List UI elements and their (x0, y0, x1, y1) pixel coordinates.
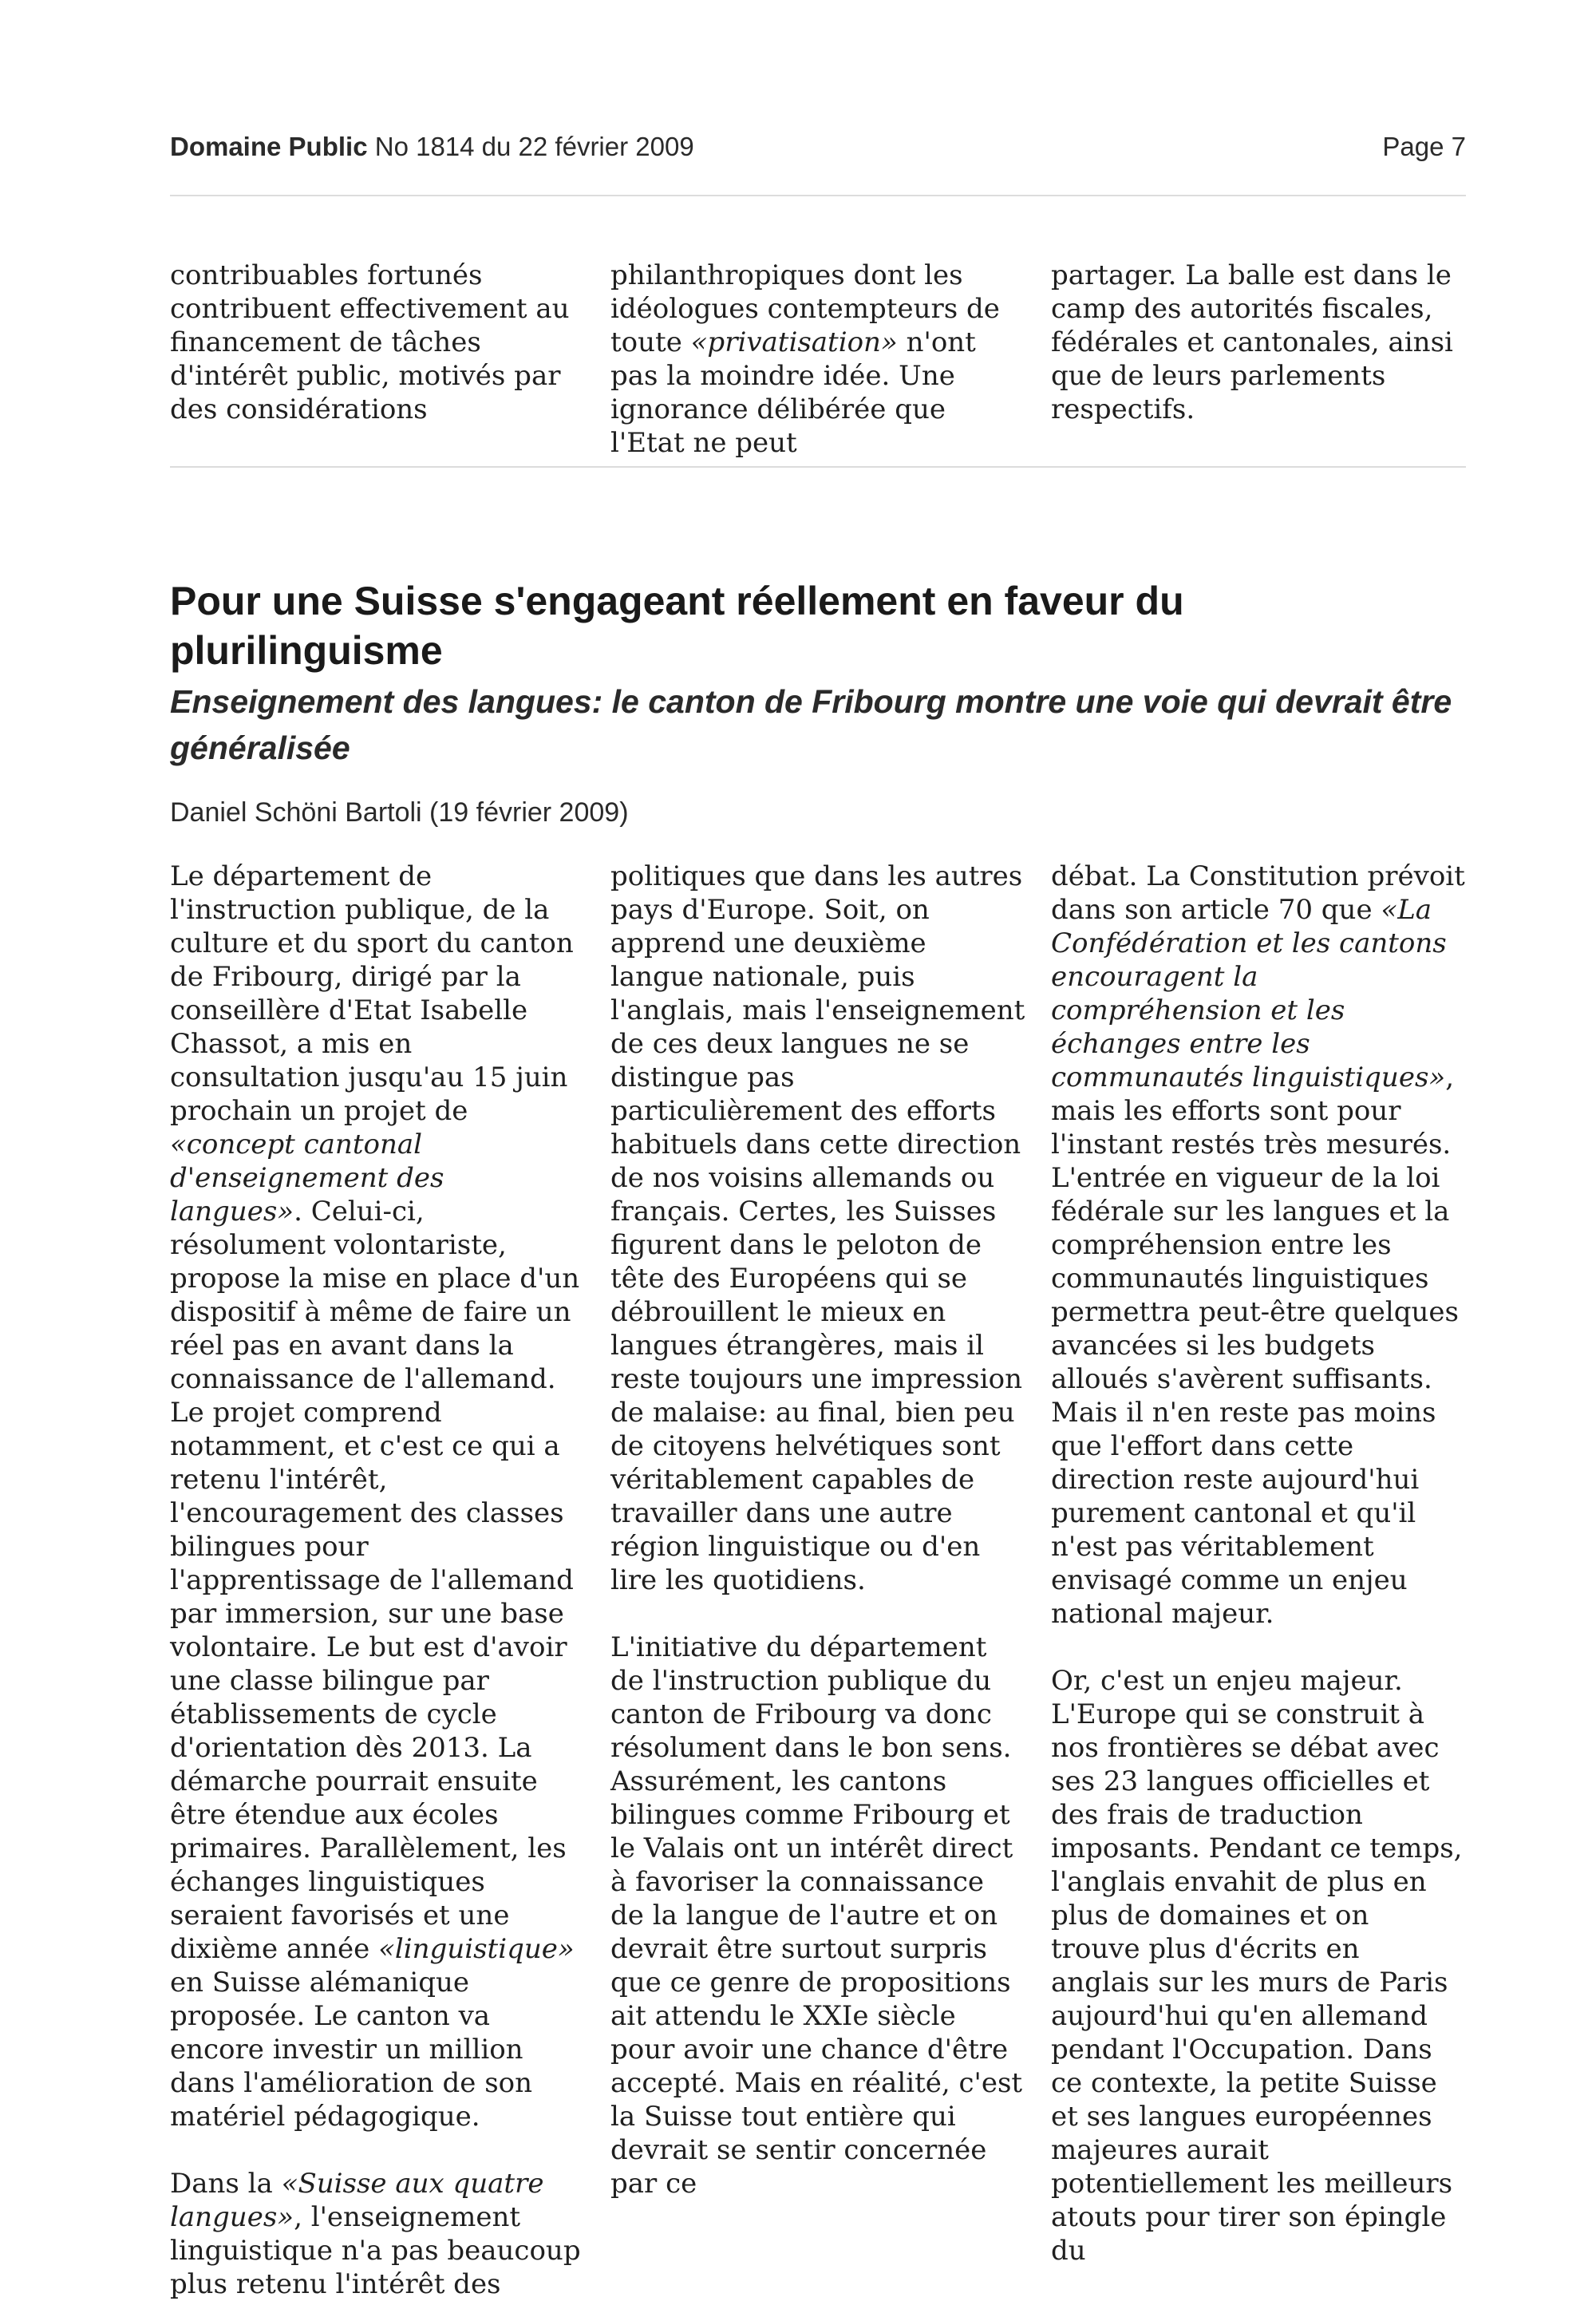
col3-p1-quote: «La Confédération et les cantons encouragent la compréhension et les échanges entre les communautés linguistiques» (1051, 894, 1447, 1093)
col1-p2-text-b: , l'enseignement linguistique n'a pas beaucoup plus retenu l'intérêt des (170, 2201, 581, 2300)
col3-p1-text-b: , mais les efforts sont pour l'instant restés très mesurés. L'entrée en vigueur de la loi fédérale sur les langues et la compréhension entre les communautés linguistiques permettra peut-être quelques avancées si les budgets alloués s'avèrent suffisants. Mais il n'en reste pas moins que l'effort dans cette direction reste aujourd'hui purement cantonal et qu'il n'est pas véritablement envisagé comme un enjeu national majeur. (1051, 1062, 1459, 1630)
col3-paragraph-2: Or, c'est un enjeu majeur. L'Europe qui se construit à nos frontières se débat avec ses 23 langues officielles et des frais de traduction imposants. Pendant ce temps, l'anglais envahit de plus en plus de domaines et on trouve plus d'écrits en anglais sur les murs de Paris aujourd'hui qu'en allemand pendant l'Occupation. Dans ce contexte, la petite Suisse et ses langues européennes majeures aurait potentiellement les meilleurs atouts pour tirer son épingle du (1051, 1665, 1463, 2267)
col2-paragraph-2: L'initiative du département de l'instruction publique du canton de Fribourg va donc résolument dans le bon sens. Assurément, les cantons bilingues comme Fribourg et le Valais ont un intérêt direct à favoriser la connaissance de la langue de l'autre et on devrait être surtout surpris que ce genre de propositions ait attendu le XXIe siècle pour avoir une chance d'être accepté. Mais en réalité, c'est la Suisse tout entière qui devrait se sentir concernée par ce (610, 1631, 1023, 2200)
prev-col2-text-a: philanthropiques dont les idéologues contempteurs de toute (610, 259, 1000, 358)
prev-col2-quote: «privatisation» (690, 326, 898, 358)
publication-name: Domaine Public (170, 132, 368, 161)
article-byline: Daniel Schöni Bartoli (19 février 2009) (170, 797, 629, 828)
prev-column-1 (170, 259, 585, 460)
col1-p1-text-c: en Suisse alémanique proposée. Le canton va encore investir un million dans l'amélioration de son matériel pédagogique. (170, 1967, 533, 2133)
header-divider (170, 195, 1466, 196)
col3-paragraph-1 (1051, 860, 1466, 1631)
article-body (170, 860, 1466, 2301)
col1-paragraph-2 (170, 2167, 585, 2301)
page-number: Page 7 (1382, 132, 1466, 161)
prev-column-2 (610, 259, 1025, 460)
article-divider (170, 466, 1466, 468)
prev-col1-text: contribuables fortunés contribuent effectivement au financement de tâches d'intérêt public, motivés par des considérations (170, 259, 570, 425)
previous-article-continuation (170, 259, 1466, 460)
col1-p2-text-a: Dans la (170, 2168, 282, 2200)
prev-col3-text: partager. La balle est dans le camp des autorités fiscales, fédérales et cantonales, ainsi que de leurs parlements respectifs. (1051, 259, 1453, 425)
article-title: Pour une Suisse s'engageant réellement en faveur du plurilinguisme (170, 579, 1184, 673)
col1-p1-quote-2: «linguistique» (378, 1933, 575, 1965)
prev-column-3 (1051, 259, 1466, 460)
col1-p1-quote-1: «concept cantonal d'enseignement des langues» (170, 1129, 444, 1228)
issue-info: No 1814 du 22 février 2009 (374, 132, 694, 161)
col1-paragraph-1 (170, 860, 585, 2133)
article-column-2 (610, 860, 1025, 2301)
prev-col2-paragraph (610, 259, 1025, 460)
col3-p1-text-a: débat. La Constitution prévoit dans son article 70 que (1051, 860, 1465, 926)
article-column-1 (170, 860, 585, 2301)
page-header (170, 132, 1466, 167)
article-subtitle: Enseignement des langues: le canton de Fribourg montre une voie qui devrait être généralisée (170, 683, 1452, 766)
col2-paragraph-1: politiques que dans les autres pays d'Europe. Soit, on apprend une deuxième langue nationale, puis l'anglais, mais l'enseignement de ces deux langues ne se distingue pas particulièrement des efforts habituels dans cette direction de nos voisins allemands ou français. Certes, les Suisses figurent dans le peloton de tête des Européens qui se débrouillent le mieux en langues étrangères, mais il reste toujours une impression de malaise: au final, bien peu de citoyens helvétiques sont véritablement capables de travailler dans une autre région linguistique ou d'en lire les quotidiens. (610, 860, 1025, 1596)
col1-p2-quote: «Suisse aux quatre langues» (170, 2168, 544, 2233)
prev-col2-text-b: n'ont pas la moindre idée. Une ignorance délibérée que l'Etat ne peut (610, 326, 976, 459)
article-column-3 (1051, 860, 1466, 2301)
col1-p1-text-b: . Celui-ci, résolument volontariste, propose la mise en place d'un dispositif à même de faire un réel pas en avant dans la connaissance de l'allemand. Le projet comprend notamment, et c'est ce qui a retenu l'intérêt, l'encouragement des classes bilingues pour l'apprentissage de l'allemand par immersion, sur une base volontaire. Le but est d'avoir une classe bilingue par établissements de cycle d'orientation dès 2013. La démarche pourrait ensuite être étendue aux écoles primaires. Parallèlement, les échanges linguistiques seraient favorisés et une dixième année (170, 1196, 580, 1965)
col1-p1-text-a: Le département de l'instruction publique, de la culture et du sport du canton de Fribourg, dirigé par la conseillère d'Etat Isabelle Chassot, a mis en consultation jusqu'au 15 juin prochain un projet de (170, 860, 574, 1127)
